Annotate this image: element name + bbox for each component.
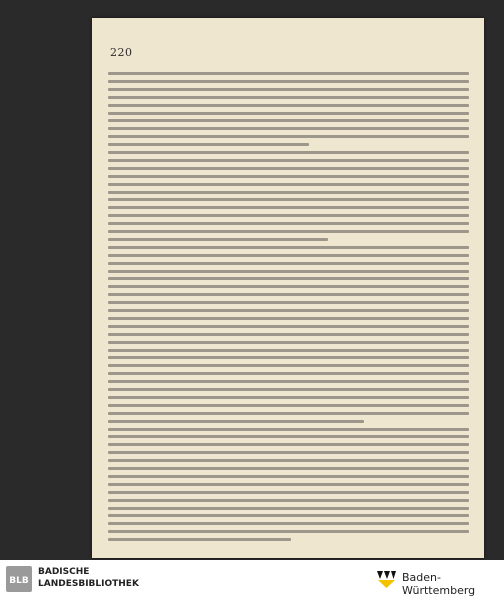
text-line-placeholder [108,127,469,130]
text-line-placeholder [108,309,469,312]
text-line-placeholder [108,507,469,510]
text-line-placeholder [108,88,469,91]
text-line-placeholder [108,380,469,383]
text-line-placeholder [108,428,469,431]
text-line-placeholder [108,183,469,186]
text-line-placeholder [108,364,469,367]
library-name-line2: LANDESBIBLIOTHEK [38,579,139,589]
text-line-placeholder [108,167,469,170]
text-line-placeholder [108,206,469,209]
text-line-placeholder [108,214,469,217]
text-line-placeholder [108,483,469,486]
text-line-placeholder [108,325,469,328]
text-line-placeholder [108,396,469,399]
text-line-placeholder [108,514,469,517]
text-line-placeholder [108,301,469,304]
fraktur-text-block [108,70,474,550]
text-line-placeholder [108,404,469,407]
text-line-placeholder [108,467,469,470]
text-line-placeholder [108,388,469,391]
text-line-placeholder [108,135,469,138]
page-number: 220 [110,46,133,59]
text-line-placeholder [108,459,469,462]
text-line-placeholder [108,96,469,99]
text-line-placeholder [108,72,469,75]
text-line-placeholder [108,412,469,415]
text-line-placeholder [108,222,469,225]
text-line-placeholder [108,270,469,273]
text-line-placeholder [108,238,328,241]
book-page [92,18,484,558]
text-line-placeholder [108,522,469,525]
text-line-placeholder [108,356,469,359]
text-line-placeholder [108,285,469,288]
state-name: Baden-Württemberg [402,571,476,597]
text-line-placeholder [108,262,469,265]
text-line-placeholder [108,317,469,320]
text-line-placeholder [108,341,469,344]
text-line-placeholder [108,349,469,352]
blb-logo-icon [6,566,32,592]
text-line-placeholder [108,435,469,438]
text-line-placeholder [108,293,469,296]
text-line-placeholder [108,143,309,146]
text-line-placeholder [108,530,469,533]
text-line-placeholder [108,538,291,541]
text-line-placeholder [108,119,469,122]
library-name-line1: BADISCHE [38,567,90,577]
text-line-placeholder [108,333,469,336]
text-line-placeholder [108,277,469,280]
text-line-placeholder [108,372,469,375]
text-line-placeholder [108,451,469,454]
text-line-placeholder [108,151,469,154]
library-name [38,566,139,590]
text-line-placeholder [108,499,469,502]
footer-bar [0,560,504,598]
text-line-placeholder [108,104,469,107]
text-line-placeholder [108,191,469,194]
text-line-placeholder [108,246,469,249]
text-line-placeholder [108,475,469,478]
text-line-placeholder [108,230,469,233]
text-line-placeholder [108,175,469,178]
text-line-placeholder [108,491,469,494]
blb-logo-letters: BLB [9,576,29,586]
text-line-placeholder [108,254,469,257]
text-line-placeholder [108,443,469,446]
text-line-placeholder [108,198,469,201]
text-line-placeholder [108,80,469,83]
text-line-placeholder [108,420,364,423]
text-line-placeholder [108,112,469,115]
baden-wuerttemberg-logo-icon [375,569,397,589]
text-line-placeholder [108,159,469,162]
